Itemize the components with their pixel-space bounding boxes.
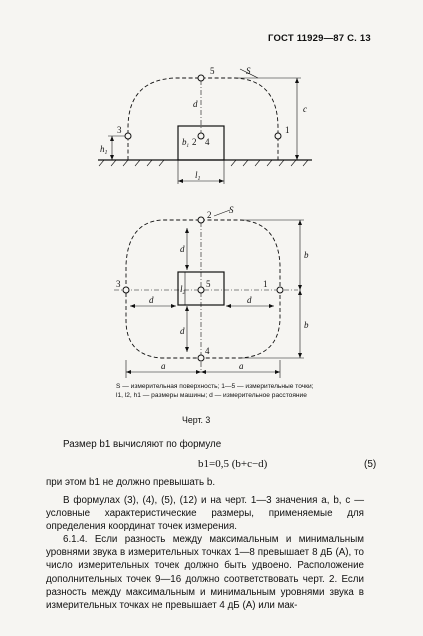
surface-label-top: S <box>246 66 251 76</box>
point-3-top-label: 3 <box>117 125 122 135</box>
point-5-top-label: 5 <box>210 66 215 76</box>
figure-caption: Черт. 3 <box>182 415 211 425</box>
dim-l2-label: $l_2$ <box>180 284 186 296</box>
point-1-top-label: 1 <box>285 125 290 135</box>
formula-5: b1=0,5 (b+c−d) <box>198 458 268 470</box>
dim-c-label: c <box>303 104 307 114</box>
measurement-surface-top <box>128 78 278 160</box>
point-1-plan-label: 1 <box>263 279 268 289</box>
dim-d-plan-upper: d <box>180 244 185 254</box>
point-4-plan-label: 4 <box>205 346 210 356</box>
paragraph-formula-intro: Размер b1 вычисляют по формуле <box>63 439 222 450</box>
dim-h1-label: $h_1$ <box>100 144 108 156</box>
point-2-top-label: 2 <box>192 137 197 147</box>
point-4-top-label: 4 <box>205 137 210 147</box>
dim-d-plan-right: d <box>247 295 252 305</box>
surface-label-plan: S <box>229 205 234 215</box>
dim-a-right-label: a <box>239 361 244 371</box>
paragraph-6-1-4: 6.1.4. Если разность между максимальным и минимальным уровнями звука в измерительных точках 1—8 превышает 8 дБ (A), то число измерительных точек должно быть удвоено. Расположение дополнительных точек 9—16 должно соответствовать черт. 2. Если разность между максимальным и минимальным уровнями звука в измерительных точках не превышает 4 дБ (A) или мак- <box>46 534 364 612</box>
formula-number: (5) <box>364 459 377 470</box>
dim-b-lower-label: b <box>304 320 309 330</box>
paragraph-definitions: В формулах (3), (4), (5), (12) и на черт. 1—3 значения a, b, c — условные характеристические размеры, применяемые для определения координат точек измерения. <box>46 495 364 533</box>
dim-b1-label: $b_1$ <box>182 137 189 149</box>
paragraph-constraint: при этом b1 не должно превышать b. <box>46 477 216 488</box>
dim-d-plan-lower: d <box>180 326 185 336</box>
dim-d-top-label: d <box>193 99 198 109</box>
figure-legend: S — измерительная поверхность; 1—5 — измерительные точки; l1, l2, h1 — размеры машины; d — измерительное расстояние <box>116 383 314 399</box>
dim-l1-label: $l_1$ <box>195 170 201 182</box>
dim-b-upper-label: b <box>304 250 309 260</box>
page-header: ГОСТ 11929—87 С. 13 <box>268 33 371 44</box>
point-3-plan-label: 3 <box>116 279 121 289</box>
point-5-plan-label: 5 <box>206 279 211 289</box>
point-2-plan-label: 2 <box>207 210 212 220</box>
dim-a-left-label: a <box>161 361 166 371</box>
ground-hatch <box>99 160 308 166</box>
dim-d-plan-left: d <box>149 295 154 305</box>
